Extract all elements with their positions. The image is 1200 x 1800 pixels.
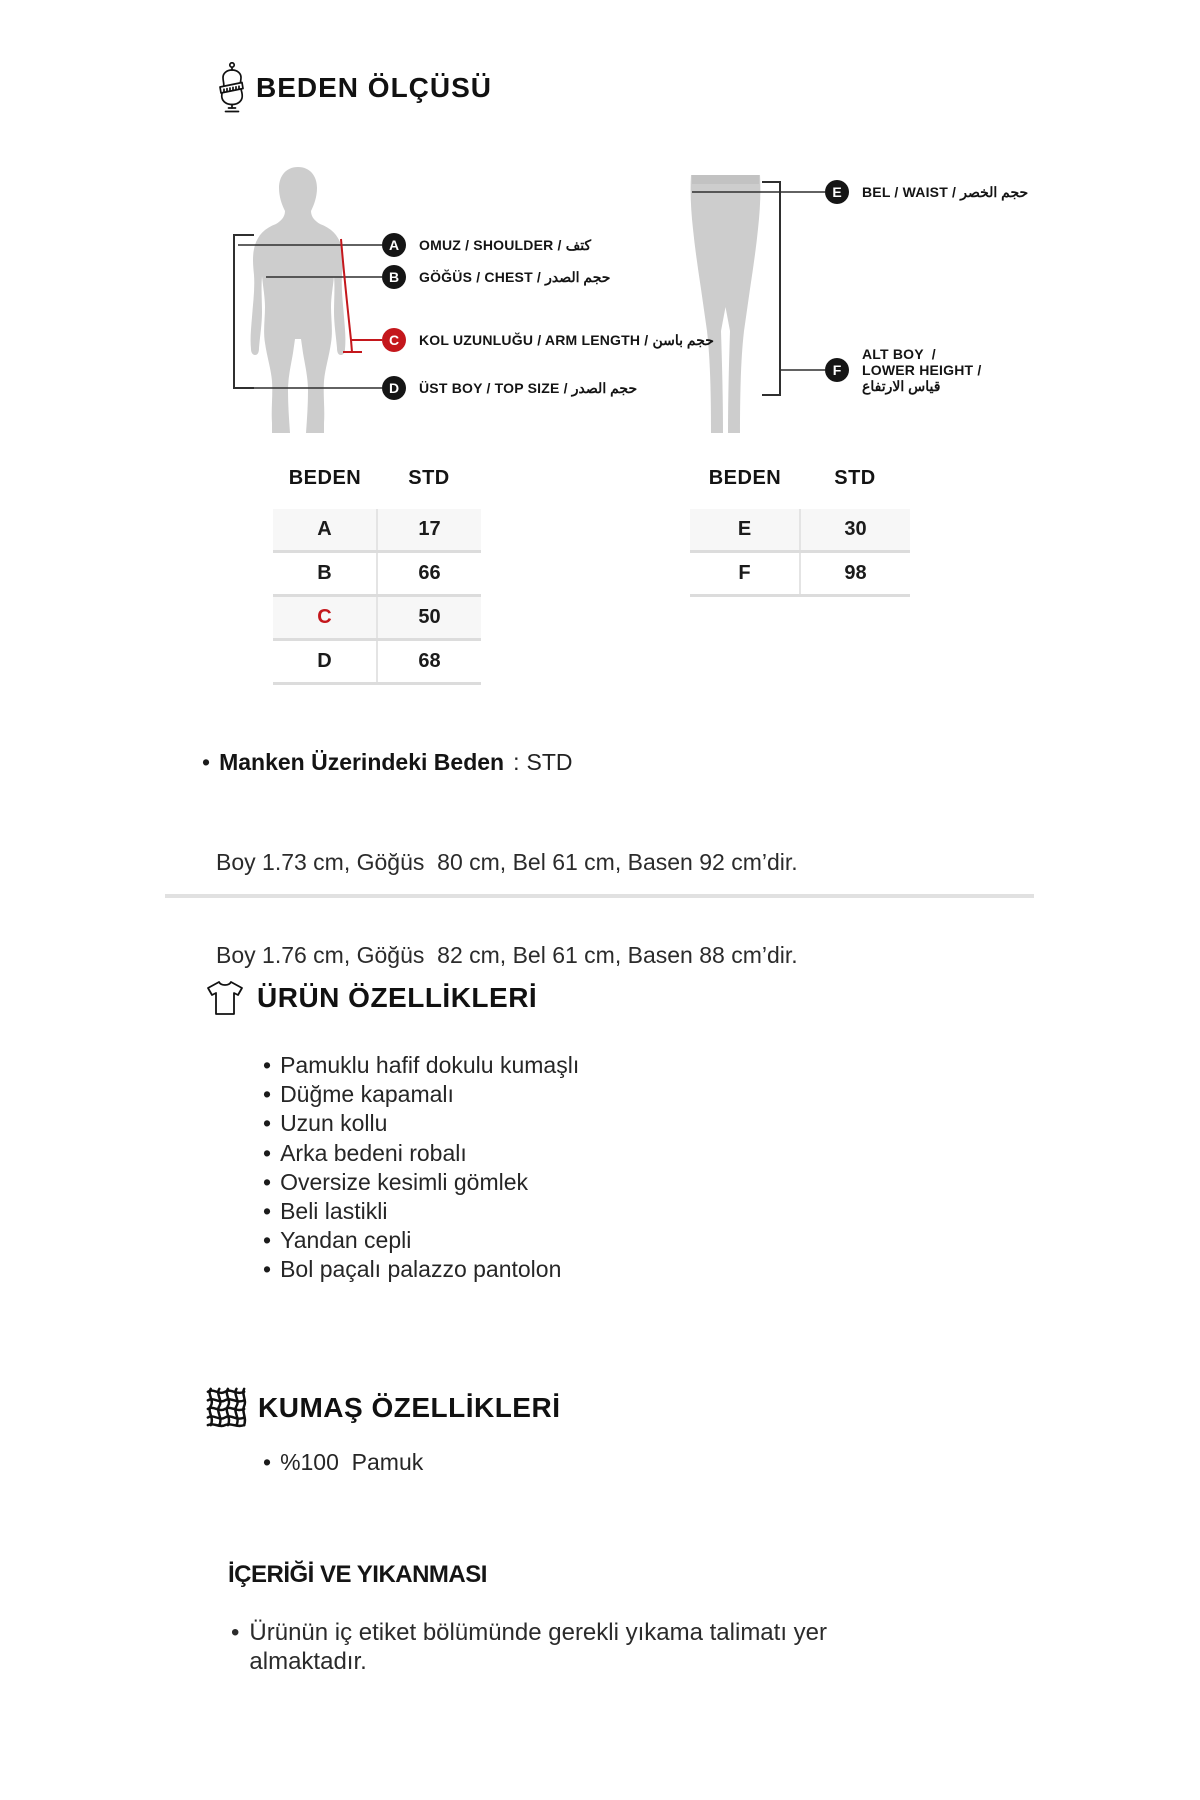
bullet-dot (263, 1168, 271, 1197)
product-features-title: ÜRÜN ÖZELLİKLERİ (257, 982, 538, 1013)
feature-text: Yandan cepli (280, 1227, 412, 1254)
measure-label-lower-height (825, 346, 981, 394)
model-size-label: Manken Üzerindeki Beden (219, 749, 505, 775)
measure-text-lower-height (862, 346, 981, 394)
feature-text: Uzun kollu (280, 1110, 388, 1137)
list-item (263, 1109, 579, 1138)
measure-label-chest (382, 265, 610, 289)
section-divider (165, 894, 1034, 898)
feature-text: Oversize kesimli gömlek (280, 1168, 529, 1195)
care-note (231, 1618, 827, 1676)
care-line: Ürünün iç etiket bölümünde gerekli yıkama talimatı yer (249, 1619, 827, 1646)
fabric-list (263, 1448, 423, 1477)
measure-label-waist (825, 180, 1028, 204)
list-item (263, 1139, 579, 1168)
bullet-dot (263, 1080, 271, 1109)
fabric-weave-icon (205, 1386, 247, 1428)
badge-f: F (825, 358, 849, 382)
col-header-beden: BEDEN (288, 466, 362, 489)
bullet-dot (263, 1197, 271, 1226)
list-item (263, 1448, 423, 1477)
care-title: İÇERİĞİ VE YIKANMASI (228, 1561, 487, 1588)
col-header-beden: BEDEN (708, 466, 782, 489)
page-title: BEDEN ÖLÇÜSÜ (256, 72, 493, 103)
row-value: 30 (799, 509, 910, 550)
table-row (273, 509, 481, 553)
lower-height-line3: قياس الارتفاع (862, 378, 941, 394)
fabric-text: %100 Pamuk (280, 1449, 424, 1475)
col-header-std: STD (834, 466, 876, 489)
row-key: B (317, 562, 332, 584)
measure-label-top-size (382, 376, 637, 400)
table-row (273, 597, 481, 641)
bullet-dot (263, 1139, 271, 1168)
size-table-lower-header (690, 464, 910, 492)
badge-d: D (382, 376, 406, 400)
measure-label-shoulder (382, 233, 591, 257)
list-item (263, 1168, 579, 1197)
list-item (263, 1051, 579, 1080)
list-item (263, 1255, 579, 1284)
badge-b: B (382, 265, 406, 289)
feature-text: Beli lastikli (280, 1198, 388, 1225)
bullet-dot (263, 1448, 271, 1477)
table-row (690, 553, 910, 597)
list-item (263, 1197, 579, 1226)
list-item (263, 1080, 579, 1109)
dress-form-icon (213, 62, 251, 114)
row-value: 50 (376, 597, 481, 638)
row-key: D (317, 650, 332, 672)
model-size-value: STD (526, 749, 573, 775)
measure-text-arm-length: KOL UZUNLUĞU / ARM LENGTH / حجم باسن (419, 331, 714, 348)
table-row (690, 509, 910, 553)
list-item (263, 1226, 579, 1255)
row-key: C (317, 606, 332, 628)
model-measurement-line: Boy 1.73 cm, Göğüs 80 cm, Bel 61 cm, Basen 92 cm’dir. (216, 849, 798, 875)
row-key: A (317, 518, 332, 540)
model-size-separator: : (513, 749, 520, 775)
row-value: 68 (376, 641, 481, 682)
badge-e: E (825, 180, 849, 204)
badge-a: A (382, 233, 406, 257)
measure-text-chest: GÖĞÜS / CHEST / حجم الصدر (419, 268, 611, 285)
feature-text: Düğme kapamalı (280, 1081, 454, 1108)
table-row (273, 553, 481, 597)
measure-text-top-size: ÜST BOY / TOP SIZE / حجم الصدر (419, 379, 638, 396)
feature-text: Arka bedeni robalı (280, 1139, 467, 1166)
bullet-dot (202, 749, 210, 776)
size-table-lower (690, 464, 910, 597)
bullet-dot (263, 1255, 271, 1284)
row-key: E (737, 518, 752, 540)
tshirt-icon (205, 979, 245, 1017)
lower-height-line1: ALT BOY / (862, 346, 936, 362)
product-features-list (263, 1051, 579, 1285)
care-line: almaktadır. (249, 1648, 367, 1675)
size-table-upper-header (273, 464, 481, 492)
table-row (273, 641, 481, 685)
row-key: F (738, 562, 751, 584)
lower-height-line2: LOWER HEIGHT / (862, 362, 982, 378)
bullet-dot (263, 1226, 271, 1255)
badge-c: C (382, 328, 406, 352)
care-text (249, 1618, 827, 1676)
feature-text: Bol paçalı palazzo pantolon (280, 1256, 562, 1283)
feature-text: Pamuklu hafif dokulu kumaşlı (280, 1052, 580, 1078)
model-measurement-line: Boy 1.76 cm, Göğüs 82 cm, Bel 61 cm, Basen 88 cm’dir. (216, 942, 798, 968)
row-value: 98 (799, 553, 910, 594)
row-value: 66 (376, 553, 481, 594)
measure-label-arm-length (382, 328, 714, 352)
bullet-dot (231, 1618, 239, 1676)
col-header-std: STD (408, 466, 450, 489)
fabric-title: KUMAŞ ÖZELLİKLERİ (258, 1392, 561, 1423)
bullet-dot (263, 1051, 271, 1080)
row-value: 17 (376, 509, 481, 550)
measure-text-waist: BEL / WAIST / حجم الخصر (862, 183, 1029, 200)
model-size-title-row (202, 749, 798, 776)
measure-text-shoulder: OMUZ / SHOULDER / كتف (419, 236, 592, 253)
bullet-dot (263, 1109, 271, 1138)
size-table-upper (273, 464, 481, 685)
